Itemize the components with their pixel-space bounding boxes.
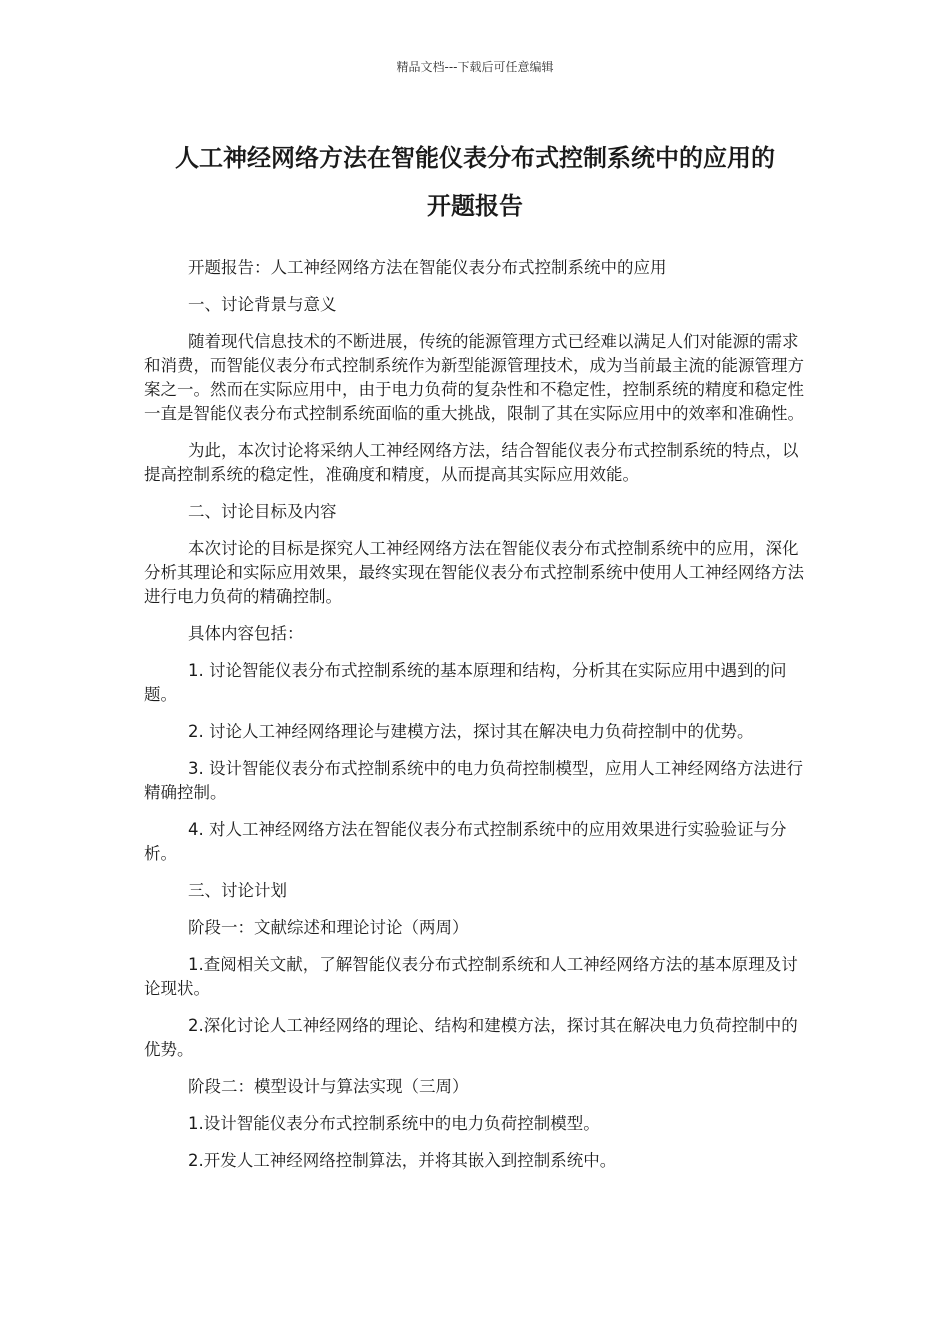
phase-heading: 阶段一：文献综述和理论讨论（两周）	[188, 918, 469, 937]
list-item: 1.设计智能仪表分布式控制系统中的电力负荷控制模型。	[188, 1114, 600, 1133]
document-title	[140, 134, 810, 230]
title-line-2: 开题报告	[427, 192, 523, 220]
title-line-1: 人工神经网络方法在智能仪表分布式控制系统中的应用的	[175, 144, 775, 172]
section-heading: 一、讨论背景与意义	[188, 295, 337, 314]
page-header-note: 精品文档---下载后可任意编辑	[396, 60, 554, 74]
section-heading: 二、讨论目标及内容	[188, 502, 337, 521]
body-paragraph: 本次讨论的目标是探究人工神经网络方法在智能仪表分布式控制系统中的应用，深化分析其理论和实际应用效果，最终实现在智能仪表分布式控制系统中使用人工神经网络方法进行电力负荷的精确控制。	[144, 539, 804, 606]
list-item: 2.开发人工神经网络控制算法，并将其嵌入到控制系统中。	[188, 1151, 617, 1170]
body-paragraph: 随着现代信息技术的不断进展，传统的能源管理方式已经难以满足人们对能源的需求和消费，而智能仪表分布式控制系统作为新型能源管理技术，成为当前最主流的能源管理方案之一。然而在实际应用中，由于电力负荷的复杂性和不稳定性，控制系统的精度和稳定性一直是智能仪表分布式控制系统面临的重大挑战，限制了其在实际应用中的效率和准确性。	[144, 332, 804, 423]
list-item: 3. 设计智能仪表分布式控制系统中的电力负荷控制模型，应用人工神经网络方法进行精确控制。	[144, 759, 803, 802]
document-body	[144, 256, 814, 1186]
list-item: 2. 讨论人工神经网络理论与建模方法，探讨其在解决电力负荷控制中的优势。	[188, 722, 754, 741]
list-item: 2.深化讨论人工神经网络的理论、结构和建模方法，探讨其在解决电力负荷控制中的优势。	[144, 1016, 798, 1059]
body-paragraph: 为此，本次讨论将采纳人工神经网络方法，结合智能仪表分布式控制系统的特点，以提高控制系统的稳定性，准确度和精度，从而提高其实际应用效能。	[144, 441, 799, 484]
body-paragraph: 具体内容包括：	[188, 624, 304, 643]
intro-paragraph: 开题报告：人工神经网络方法在智能仪表分布式控制系统中的应用	[188, 258, 667, 277]
list-item: 1.查阅相关文献，了解智能仪表分布式控制系统和人工神经网络方法的基本原理及讨论现状。	[144, 955, 798, 998]
phase-heading: 阶段二：模型设计与算法实现（三周）	[188, 1077, 469, 1096]
section-heading: 三、讨论计划	[188, 881, 287, 900]
list-item: 1. 讨论智能仪表分布式控制系统的基本原理和结构，分析其在实际应用中遇到的问题。	[144, 661, 787, 704]
list-item: 4. 对人工神经网络方法在智能仪表分布式控制系统中的应用效果进行实验验证与分析。	[144, 820, 787, 863]
